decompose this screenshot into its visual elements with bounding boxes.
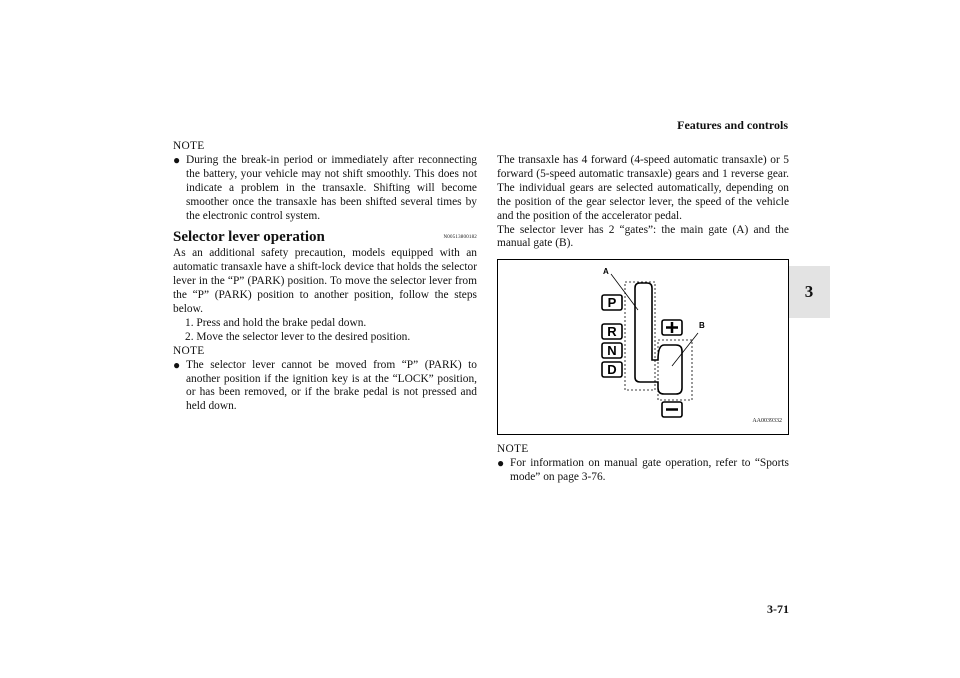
section-heading — [173, 231, 477, 245]
gear-p-label: P — [607, 295, 617, 311]
note-text: During the break-in period or immediately after reconnecting the battery, your vehicle may not shift smoothly. This does not indicate a problem in the transaxle. Shifting will become smoother once the transaxle has been shifted several times by the electronic control system. — [186, 153, 477, 222]
page-number: 3-71 — [767, 602, 789, 616]
bullet-icon: ● — [173, 357, 181, 372]
note-bullet — [497, 457, 789, 485]
paragraph: The selector lever has 2 “gates”: the main gate (A) and the manual gate (B). — [497, 223, 789, 250]
gear-d-label: D — [607, 362, 617, 378]
note-bullet — [173, 359, 477, 415]
right-column — [497, 154, 789, 485]
left-column — [173, 140, 477, 414]
selector-gate-diagram — [498, 260, 790, 436]
gate-a-label: A — [603, 267, 609, 277]
bullet-icon: ● — [497, 456, 505, 471]
note-label: NOTE — [173, 344, 205, 357]
note-label: NOTE — [173, 140, 205, 152]
gate-b-label: B — [699, 321, 705, 331]
gear-r-label: R — [607, 324, 617, 340]
note-text: The selector lever cannot be moved from “P” (PARK) to another position if the ignition key is at the “LOCK” position, or has been removed, or if the brake pedal is not pressed and held down. — [186, 358, 477, 413]
bullet-icon: ● — [173, 152, 181, 167]
step-1: 1. Press and hold the brake pedal down. — [185, 316, 367, 329]
section-title: Selector lever operation — [173, 229, 325, 246]
figure-id: AA0039332 — [752, 418, 782, 425]
intro-paragraph: As an additional safety precaution, models equipped with an automatic transaxle have a shift-lock device that holds the selector lever in the “P” (PARK) position. To move the selector lever from the “P” (PARK) position to another position, follow the steps below. — [173, 247, 477, 315]
selector-gate-figure — [497, 259, 789, 435]
manual-gate-outline — [658, 340, 692, 400]
running-header: Features and controls — [677, 118, 788, 132]
gate-slot — [635, 283, 682, 394]
step-2: 2. Move the selector lever to the desired position. — [185, 330, 411, 343]
paragraph: The transaxle has 4 forward (4-speed automatic transaxle) or 5 forward (5-speed automatic transaxle) gears and 1 reverse gear. The individual gears are selected automatically, depending on the position of the gear selector lever, the speed of the vehicle and the position of the accelerator pedal. — [497, 154, 789, 222]
gear-n-label: N — [607, 343, 617, 359]
chapter-tab: 3 — [788, 266, 830, 318]
section-code: N00513800182 — [443, 235, 477, 241]
note-label: NOTE — [497, 443, 529, 456]
leader-b — [672, 333, 698, 366]
note-bullet — [173, 154, 477, 224]
note-text: For information on manual gate operation, refer to “Sports mode” on page 3-76. — [510, 457, 789, 484]
